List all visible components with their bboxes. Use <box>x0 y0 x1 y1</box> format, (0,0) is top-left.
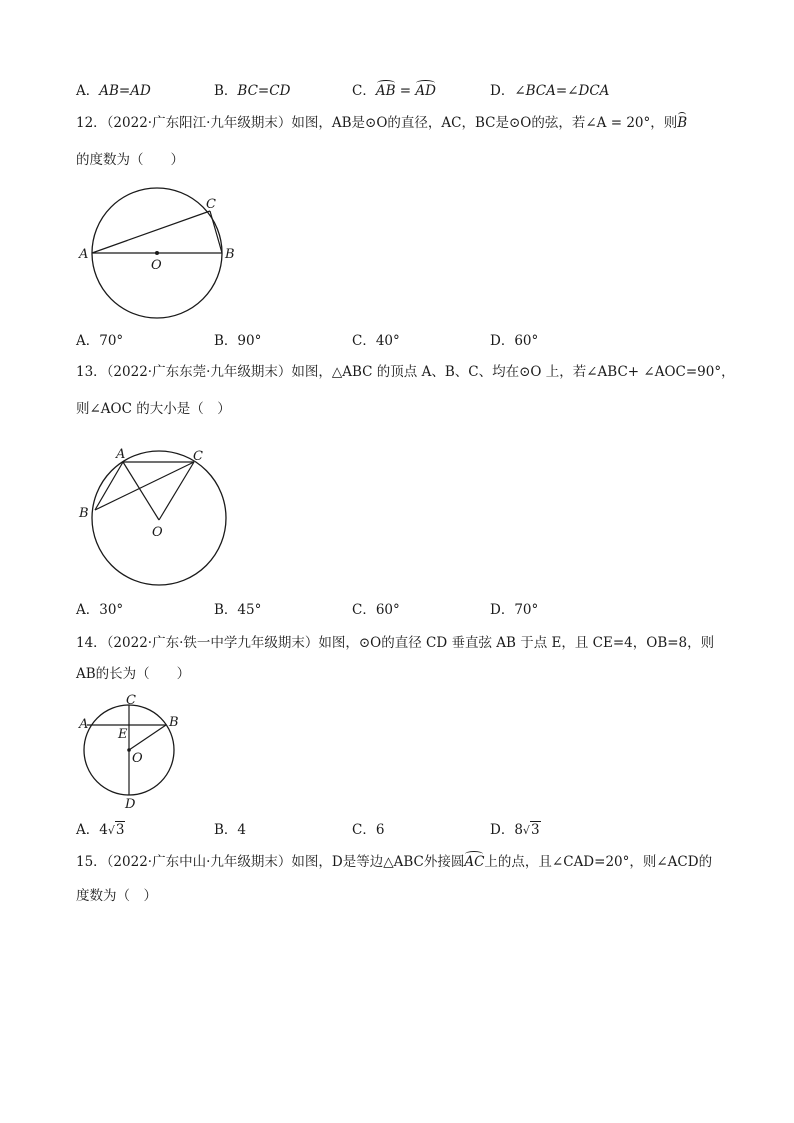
q13-label-b: B <box>79 506 89 521</box>
q12-question-line2: 的度数为（ ） <box>76 152 184 168</box>
q14-radius-ob <box>129 725 166 750</box>
q12-label-b: B <box>225 247 235 262</box>
q14-label-o: O <box>132 751 143 766</box>
q11-option-a: A．AB=AD <box>76 83 151 99</box>
q13-label-o: O <box>152 525 163 540</box>
q12-option-c: C．40° <box>352 333 400 349</box>
q14-question-line1: 14．（2022·广东·铁一中学九年级期末）如图，⊙O的直径 CD 垂直弦 AB 于点 E，且 CE=4，OB=8，则 <box>76 635 715 651</box>
q14-center-dot <box>127 748 131 752</box>
q13-option-c: C．60° <box>352 602 400 618</box>
q13-circle <box>92 451 226 585</box>
q12-chord-bc <box>210 211 222 253</box>
q14-figure <box>76 692 191 814</box>
q14-label-c: C <box>126 693 136 708</box>
q14-option-b: B．4 <box>214 822 247 838</box>
q14-label-d: D <box>125 797 136 812</box>
q13-figure <box>76 440 236 590</box>
q14-question-line2: AB的长为（ ） <box>76 666 191 682</box>
q12-option-d: D．60° <box>490 333 539 349</box>
q13-label-a: A <box>116 447 126 462</box>
arc-ad: AD <box>415 83 436 99</box>
q12-label-c: C <box>206 197 216 212</box>
q13-option-d: D．70° <box>490 602 539 618</box>
q15-question-line2: 度数为（ ） <box>76 888 157 904</box>
q11-option-d: D．∠BCA=∠DCA <box>490 83 610 99</box>
q13-label-c: C <box>193 449 203 464</box>
q11-option-c: C．AB = AD <box>352 83 436 99</box>
q13-option-b: B．45° <box>214 602 262 618</box>
q13-question-line1: 13．（2022·广东东莞·九年级期末）如图，△ABC 的顶点 A、B、C、均在⊙O 上，若∠ABC+ ∠AOC=90°， <box>76 364 735 380</box>
q12-figure <box>76 186 246 331</box>
q14-label-b: B <box>169 715 179 730</box>
q11-option-b: B．BC=CD <box>214 83 291 99</box>
q12-center-dot <box>155 251 159 255</box>
q12-question-line1: 12．（2022·广东阳江·九年级期末）如图，AB是⊙O的直径，AC，BC是⊙O的弦，若∠A = 20°，则B <box>76 115 688 131</box>
arc-ac: AC <box>464 854 485 870</box>
arc-ab: AB <box>375 83 396 99</box>
q15-question-line1: 15．（2022·广东中山·九年级期末）如图，D是等边△ABC外接圆AC上的点，且∠CAD=20°，则∠ACD的 <box>76 854 713 870</box>
q12-label-o: O <box>151 258 162 273</box>
q13-segment-ao <box>123 462 159 520</box>
q14-option-a: A．4√3 <box>76 822 125 838</box>
q14-option-c: C．6 <box>352 822 385 838</box>
q13-option-a: A．30° <box>76 602 124 618</box>
q12-option-b: B．90° <box>214 333 262 349</box>
q14-option-d: D．8√3 <box>490 822 540 838</box>
q13-question-line2: 则∠AOC 的大小是（ ） <box>76 401 231 417</box>
q14-label-a: A <box>79 717 89 732</box>
arc-b: B <box>677 115 688 131</box>
q14-label-e: E <box>118 727 128 742</box>
q12-label-a: A <box>79 247 89 262</box>
q12-option-a: A．70° <box>76 333 124 349</box>
q12-chord-ac <box>92 211 210 253</box>
